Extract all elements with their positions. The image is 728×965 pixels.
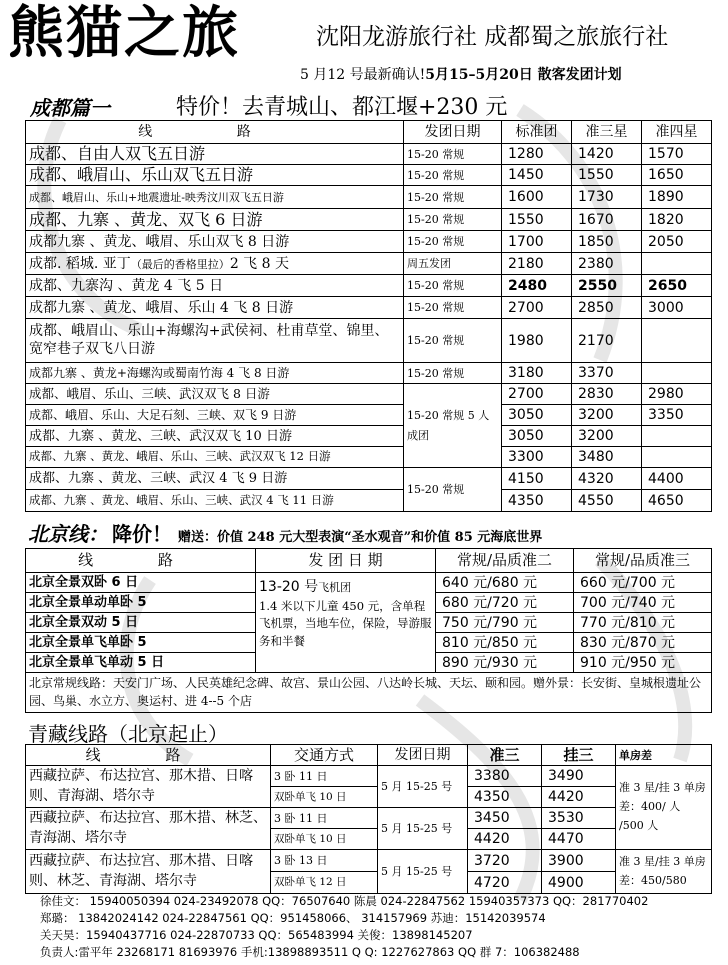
chengdu-promo: 特价！去青城山、都江堰+230 元 <box>176 95 508 120</box>
table-row <box>26 426 712 447</box>
col-header: 交通方式 <box>271 745 378 766</box>
route-cell: 成都九寨 、黄龙、峨眉、乐山双飞 8 日游 <box>26 231 404 253</box>
agency-names: 沈阳龙游旅行社 成都蜀之旅旅行社 <box>316 24 669 50</box>
plan-text: 5月15–5月20日 散客发团计划 <box>425 67 622 83</box>
date-cell: 15-20 常规 <box>404 231 502 253</box>
col-header: 线 路 <box>26 745 271 766</box>
price-cell: 3720 <box>468 850 542 872</box>
confirm-text: 5 月12 号最新确认! <box>300 67 426 83</box>
beijing-promo: 降价！ <box>112 522 172 546</box>
price-cell: 830 元/870 元 <box>574 633 712 653</box>
table-row <box>26 850 712 872</box>
table-row <box>26 405 712 426</box>
price-cell: 2700 <box>502 297 572 319</box>
route-cell: 西藏拉萨、布达拉宫、那木措、林芝、青海湖、塔尔寺 <box>26 808 271 850</box>
transport-cell: 3 卧 13 日 <box>271 850 378 872</box>
route-cell: 成都、峨眉山、乐山+地震遗址-映秀汶川双飞五日游 <box>26 186 404 209</box>
date-cell: 15-20 常规 <box>404 468 502 512</box>
price-cell: 1890 <box>642 186 712 209</box>
price-cell: 3370 <box>572 363 642 384</box>
date-cell: 15-20 常规 <box>404 319 502 363</box>
col-header: 线 路 <box>26 121 404 144</box>
date-part: 1.4 米以下儿童 450 元，含单程飞机票，当地车位，保险，导游服务和半餐 <box>259 599 432 648</box>
table-row <box>26 363 712 384</box>
table-row <box>26 468 712 490</box>
date-cell: 5 月 15-25 号 <box>378 808 468 850</box>
price-cell: 3300 <box>502 447 572 468</box>
col-header: 挂三 <box>542 745 616 766</box>
table-row <box>26 297 712 319</box>
table-row <box>26 573 712 593</box>
col-header: 单房差 <box>616 745 712 766</box>
logo-title: 熊猫之旅 <box>8 1 240 66</box>
route-cell: 成都九寨 、黄龙+海螺沟或蜀南竹海 4 飞 8 日游 <box>26 363 404 384</box>
contacts-block <box>40 893 720 961</box>
price-cell: 680 元/720 元 <box>436 593 574 613</box>
contact-line: 徐佳文： 15940050394 024-23492078 QQ：76507640 陈晨 024-22847562 15940357373 QQ：281770402 <box>40 894 649 908</box>
price-cell: 4150 <box>502 468 572 490</box>
col-header: 准三星 <box>572 121 642 144</box>
price-cell: 2550 <box>572 275 642 297</box>
contact-line: 负责人:雷平年 23268171 81693976 手机:13898893511 Q Q: 1227627863 QQ 群 7：106382488 <box>40 945 580 959</box>
price-cell: 3530 <box>542 808 616 829</box>
price-cell: 1550 <box>572 165 642 186</box>
route-cell: 成都、九寨 、黄龙、双飞 6 日游 <box>26 209 404 231</box>
price-cell: 4650 <box>642 490 712 512</box>
price-cell: 4470 <box>542 829 616 850</box>
price-cell: 700 元/740 元 <box>574 593 712 613</box>
chengdu-title: 成都篇一 <box>30 96 110 120</box>
transport-cell: 双卧单飞 10 日 <box>271 787 378 808</box>
price-cell: 1820 <box>642 209 712 231</box>
price-cell: 660 元/700 元 <box>574 573 712 593</box>
price-cell: 3350 <box>642 405 712 426</box>
table-row <box>26 384 712 405</box>
date-cell: 5 月 15-25 号 <box>378 850 468 894</box>
header-subtitle <box>300 64 622 84</box>
transport-cell: 双卧单飞 10 日 <box>271 829 378 850</box>
table-row <box>26 231 712 253</box>
table-row <box>26 144 712 165</box>
price-cell: 2850 <box>572 297 642 319</box>
table-row <box>26 253 712 275</box>
price-cell: 1600 <box>502 186 572 209</box>
price-cell: 2380 <box>572 253 642 275</box>
price-cell: 3380 <box>468 766 542 787</box>
price-cell: 1980 <box>502 319 572 363</box>
col-header: 发 团 日 期 <box>256 549 436 573</box>
price-cell: 810 元/850 元 <box>436 633 574 653</box>
route-cell: 成都、峨眉山、乐山双飞五日游 <box>26 165 404 186</box>
price-cell: 770 元/810 元 <box>574 613 712 633</box>
table-row <box>26 209 712 231</box>
route-part: 2 飞 8 天 <box>229 255 289 272</box>
price-cell: 3000 <box>642 297 712 319</box>
contact-line: 关天昊：15940437716 024-22870733 QQ：565483994 关俊：13898145207 <box>40 928 473 942</box>
transport-cell: 3 卧 11 日 <box>271 766 378 787</box>
price-cell: 3490 <box>542 766 616 787</box>
price-cell: 2170 <box>572 319 642 363</box>
date-cell: 15-20 常规 <box>404 275 502 297</box>
route-part: 成都. 稻城. 亚丁 <box>29 255 131 272</box>
price-cell: 1730 <box>572 186 642 209</box>
col-header: 发团日期 <box>404 121 502 144</box>
route-cell: 成都、九寨沟 、黄龙 4 飞 5 日 <box>26 275 404 297</box>
route-cell: 成都九寨 、黄龙、峨眉、乐山 4 飞 8 日游 <box>26 297 404 319</box>
route-cell: 成都、峨眉、乐山、大足石刻、三峡、双飞 9 日游 <box>26 405 404 426</box>
route-cell: 北京全景单动单卧 5 <box>26 593 256 613</box>
price-cell: 3050 <box>502 426 572 447</box>
price-cell: 1650 <box>642 165 712 186</box>
price-cell: 2480 <box>502 275 572 297</box>
price-cell: 3900 <box>542 850 616 872</box>
route-part: （最后的香格里拉） <box>130 257 230 271</box>
beijing-gift: 赠送：价值 248 元大型表演“圣水观音”和价值 85 元海底世界 <box>178 530 543 545</box>
price-cell: 1570 <box>642 144 712 165</box>
price-cell: 1700 <box>502 231 572 253</box>
date-cell: 15-20 常规 5 人成团 <box>404 384 502 468</box>
price-cell: 3480 <box>572 447 642 468</box>
price-cell: 4720 <box>468 872 542 894</box>
price-cell: 1850 <box>572 231 642 253</box>
date-cell: 15-20 常规 <box>404 209 502 231</box>
price-cell <box>642 253 712 275</box>
beijing-note: 北京常规线路：天安门广场、人民英雄纪念碑、故宫、景山公园、八达岭长城、天坛、颐和园。赠外景：长安街、皇城根遗址公园、鸟巢、水立方、奥运村、进 4--5 个店 <box>26 673 712 713</box>
date-cell: 周五发团 <box>404 253 502 275</box>
price-cell: 1420 <box>572 144 642 165</box>
date-cell: 15-20 常规 <box>404 297 502 319</box>
price-cell: 1670 <box>572 209 642 231</box>
date-part: 飞机团 <box>318 581 352 594</box>
transport-cell: 双卧单飞 12 日 <box>271 872 378 894</box>
route-cell: 成都、九寨 、黄龙、三峡、武汉双飞 10 日游 <box>26 426 404 447</box>
col-header: 常规/品质准三 <box>574 549 712 573</box>
route-cell: 西藏拉萨、布达拉宫、那木措、日喀则、林芝、青海湖、塔尔寺 <box>26 850 271 894</box>
price-cell: 1450 <box>502 165 572 186</box>
date-cell: 15-20 常规 <box>404 165 502 186</box>
price-cell: 3200 <box>572 405 642 426</box>
price-cell: 3200 <box>572 426 642 447</box>
price-cell <box>642 426 712 447</box>
price-cell: 4350 <box>502 490 572 512</box>
chengdu-table <box>25 120 712 512</box>
price-cell <box>642 447 712 468</box>
price-cell: 4420 <box>468 829 542 850</box>
price-cell <box>642 363 712 384</box>
table-row <box>26 165 712 186</box>
route-cell: 北京全景双卧 6 日 <box>26 573 256 593</box>
price-cell: 4900 <box>542 872 616 894</box>
route-cell: 北京全景双动 5 日 <box>26 613 256 633</box>
table-row <box>26 808 712 829</box>
date-cell: 15-20 常规 <box>404 363 502 384</box>
price-cell: 750 元/790 元 <box>436 613 574 633</box>
beijing-title: 北京线： <box>28 522 108 546</box>
qingzang-title: 青藏线路（北京起止） <box>28 722 228 746</box>
route-cell: 成都、峨眉、乐山、三峡、武汉双飞 8 日游 <box>26 384 404 405</box>
qingzang-table <box>25 744 712 894</box>
price-cell: 2980 <box>642 384 712 405</box>
room-diff-cell: 准 3 星/挂 3 单房差：450/580 <box>616 850 712 894</box>
route-cell <box>26 253 404 275</box>
price-cell: 640 元/680 元 <box>436 573 574 593</box>
route-cell: 成都、九寨 、黄龙、峨眉、乐山、三峡、武汉双飞 12 日游 <box>26 447 404 468</box>
table-row <box>26 319 712 363</box>
price-cell: 2830 <box>572 384 642 405</box>
col-header: 准四星 <box>642 121 712 144</box>
date-cell: 5 月 15-25 号 <box>378 766 468 808</box>
price-cell: 890 元/930 元 <box>436 653 574 673</box>
date-cell: 15-20 常规 <box>404 144 502 165</box>
table-row <box>26 275 712 297</box>
route-cell: 北京全景单飞单卧 5 <box>26 633 256 653</box>
route-cell: 成都、峨眉山、乐山+海螺沟+武侯祠、杜甫草堂、锦里、宽窄巷子双飞八日游 <box>26 319 404 363</box>
table-row <box>26 766 712 787</box>
date-cell: 15-20 常规 <box>404 186 502 209</box>
price-cell: 2650 <box>642 275 712 297</box>
route-cell: 成都、九寨 、黄龙、峨眉、乐山、三峡、武汉 4 飞 11 日游 <box>26 490 404 512</box>
beijing-table <box>25 548 712 713</box>
price-cell: 4320 <box>572 468 642 490</box>
price-cell <box>642 319 712 363</box>
col-header: 标准团 <box>502 121 572 144</box>
price-cell: 1550 <box>502 209 572 231</box>
date-part: 13-20 号 <box>259 579 319 595</box>
room-diff-cell: 准 3 星/挂 3 单房差：400/ 人 /500 人 <box>616 766 712 850</box>
beijing-header <box>28 518 542 547</box>
table-row <box>26 490 712 512</box>
col-header: 线 路 <box>26 549 256 573</box>
route-cell: 北京全景单飞单动 5 日 <box>26 653 256 673</box>
transport-cell: 3 卧 11 日 <box>271 808 378 829</box>
route-cell: 成都、九寨 、黄龙、三峡、武汉 4 飞 9 日游 <box>26 468 404 490</box>
table-row <box>26 186 712 209</box>
price-cell: 4350 <box>468 787 542 808</box>
price-cell: 3450 <box>468 808 542 829</box>
col-header: 发团日期 <box>378 745 468 766</box>
price-cell: 2180 <box>502 253 572 275</box>
price-cell: 1280 <box>502 144 572 165</box>
price-cell: 3180 <box>502 363 572 384</box>
beijing-date-cell <box>256 573 436 673</box>
price-cell: 2700 <box>502 384 572 405</box>
col-header: 常规/品质准二 <box>436 549 574 573</box>
price-cell: 4550 <box>572 490 642 512</box>
table-row <box>26 447 712 468</box>
price-cell: 2050 <box>642 231 712 253</box>
price-cell: 910 元/950 元 <box>574 653 712 673</box>
col-header: 准三 <box>468 745 542 766</box>
route-cell: 成都、自由人双飞五日游 <box>26 144 404 165</box>
price-cell: 3050 <box>502 405 572 426</box>
contact-line: 郑璐： 13842024142 024-22847561 QQ：951458066、 314157969 苏迪：15142039574 <box>40 911 546 925</box>
price-cell: 4400 <box>642 468 712 490</box>
route-cell: 西藏拉萨、布达拉宫、那木措、日喀则、青海湖、塔尔寺 <box>26 766 271 808</box>
price-cell: 4420 <box>542 787 616 808</box>
